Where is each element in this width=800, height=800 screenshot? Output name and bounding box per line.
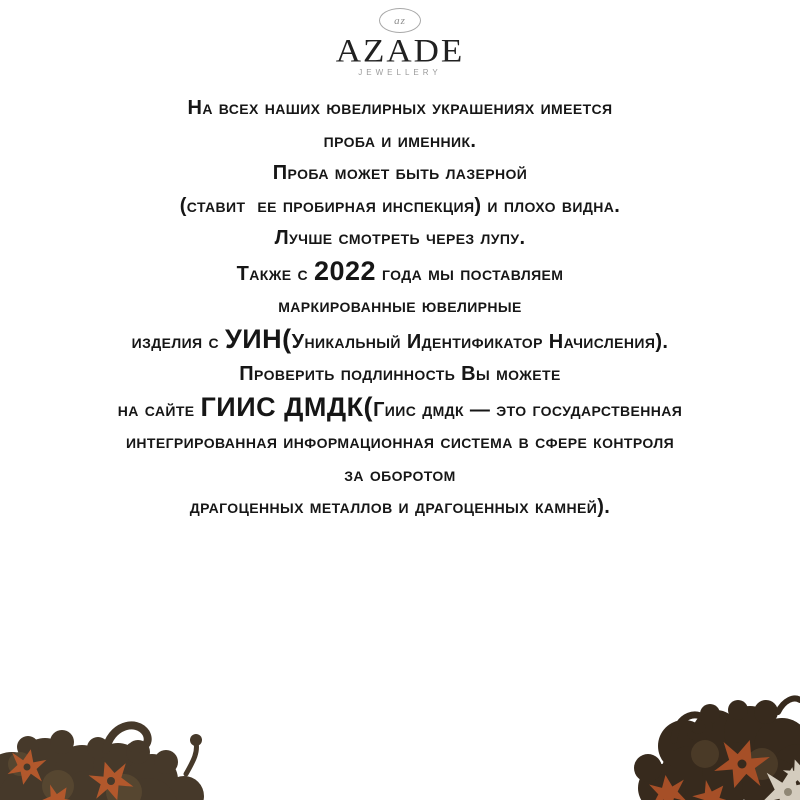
info-segment: проба и именник. [323,129,477,152]
info-segment: Гиис дмдк — это государственная [373,398,683,421]
info-line [0,358,800,391]
floral-ornament-left-icon [0,700,220,800]
brand-wordmark: AZADE [335,31,465,70]
info-segment: Проверить подлинность Вы можете [239,363,561,385]
ornament-flower-centers [738,760,747,769]
info-line [0,323,800,359]
info-text [0,92,800,524]
info-segment-emphasis: УИН( [224,323,292,354]
info-line [0,92,800,125]
ornament-light-flower-center [784,788,792,796]
info-segment: Уникальный Идентификатор Начисления). [291,330,669,353]
info-line [0,157,800,190]
floral-ornament-right-icon [620,682,800,800]
info-line [0,391,800,427]
info-segment: (ставит ее пробирная инспекция) и плохо видна. [179,194,621,217]
ornament-foliage [634,700,800,800]
brand-logo [0,0,800,78]
brand-emblem-icon [379,8,421,33]
info-line [0,125,800,158]
info-line [0,290,800,323]
ornament-curl [674,715,709,740]
info-segment: на сайте [117,398,201,421]
ornament-flower-centers [24,764,116,786]
brand-emblem-monogram: az [394,14,406,27]
info-segment: маркированные ювелирные [278,295,522,317]
ornament-foliage-highlight [691,740,778,780]
info-segment: На всех наших ювелирных украшениях имеется [187,97,613,119]
ornament-flowers [6,746,136,800]
info-segment: интегрированная информационная система в сфере контроля [125,431,675,453]
info-line [0,459,800,492]
info-segment: Также с [236,262,314,285]
info-segment: года мы поставляем [376,262,564,285]
info-segment-emphasis: ГИИС ДМДК( [200,391,374,422]
info-line [0,222,800,255]
info-segment: Лучше смотреть через лупу. [274,227,526,249]
ornament-foliage-highlight [8,752,142,800]
brand-subtitle: JEWELLERY [358,68,442,77]
ornament-light-flower [760,754,800,800]
info-line [0,190,800,223]
info-line [0,426,800,459]
info-segment: за оборотом [344,463,456,486]
info-segment-emphasis: 2022 [313,255,377,286]
info-segment: изделия с [131,330,225,353]
info-line [0,491,800,524]
ornament-sprig [186,742,197,774]
info-segment: Проба может быть лазерной [272,162,528,184]
ornament-flowers [648,733,773,800]
info-segment: драгоценных металлов и драгоценных камней). [189,496,611,518]
ornament-foliage [0,730,204,800]
ornament-curl [106,725,148,750]
info-line [0,255,800,291]
ornament-curl-small [778,699,800,713]
